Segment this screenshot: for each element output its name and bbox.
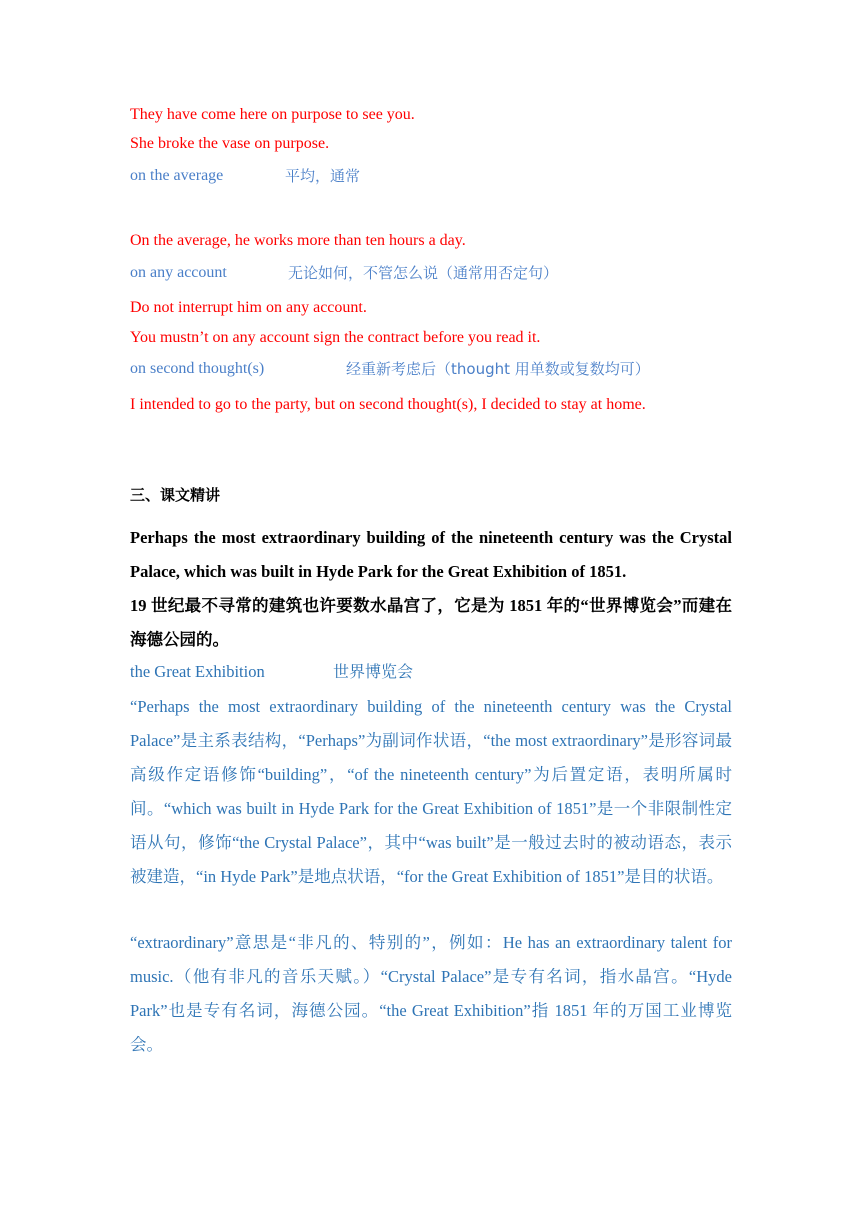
example-sentence: They have come here on purpose to see you. <box>130 106 415 123</box>
example-sentence: She broke the vase on purpose. <box>130 135 330 152</box>
example-sentence: You mustn’t on any account sign the contract before you read it. <box>130 329 541 346</box>
example-sentence: On the average, he works more than ten hours a day. <box>130 232 466 249</box>
example-sentence: I intended to go to the party, but on second thought(s), I decided to stay at home. <box>130 396 646 413</box>
passage-english: Perhaps the most extraordinary building of the nineteenth century was the Crystal Palace, which was built in Hyde Park for the Great Exhibition of 1851. <box>130 528 732 581</box>
section-heading: 三、课文精讲 <box>130 486 221 504</box>
phrase-gloss: 世界博览会 <box>333 662 414 681</box>
vocabulary-note: “extraordinary”意思是“非凡的、特别的”，例如：He has an extraordinary talent for music.（他有非凡的音乐天赋。）“Crystal Palace”是专有名词，指水晶宫。“Hyde Park”也是专有名词，海德公园。“the Great Exhibition”指 1851 年的万国工业博览会。 <box>130 933 732 1054</box>
phrase-gloss: 平均，通常 <box>285 167 361 185</box>
phrase-gloss: 经重新考虑后（thought 用单数或复数均可） <box>346 360 650 378</box>
analysis-paragraph: “Perhaps the most extraordinary building of the nineteenth century was the Crystal Palace”是主系表结构，“Perhaps”为副词作状语，“the most extraordinary”是形容词最高级作定语修饰“building”，“of the nineteenth century”为后置定语，表明所属时间。“which was built in Hyde Park for the Great Exhibition of 1851”是一个非限制性定语从句，修饰“the Crystal Palace”，其中“was built”是一般过去时的被动语态，表示被建造，“in Hyde Park”是地点状语，“for the Great Exhibition of 1851”是目的状语。 <box>130 697 732 886</box>
phrase-term: the Great Exhibition <box>130 662 265 681</box>
phrase-entry <box>130 662 414 682</box>
phrase-term: on the average <box>130 167 224 184</box>
phrase-gloss: 无论如何，不管怎么说（通常用否定句） <box>288 264 559 282</box>
phrase-entry <box>130 263 559 283</box>
phrase-entry <box>130 166 361 186</box>
phrase-term: on any account <box>130 264 227 281</box>
phrase-entry <box>130 359 650 379</box>
phrase-term: on second thought(s) <box>130 360 265 377</box>
passage-chinese: 19 世纪最不寻常的建筑也许要数水晶宫了，它是为 1851 年的“世界博览会”而建在海德公园的。 <box>130 596 732 649</box>
example-sentence: Do not interrupt him on any account. <box>130 299 367 316</box>
